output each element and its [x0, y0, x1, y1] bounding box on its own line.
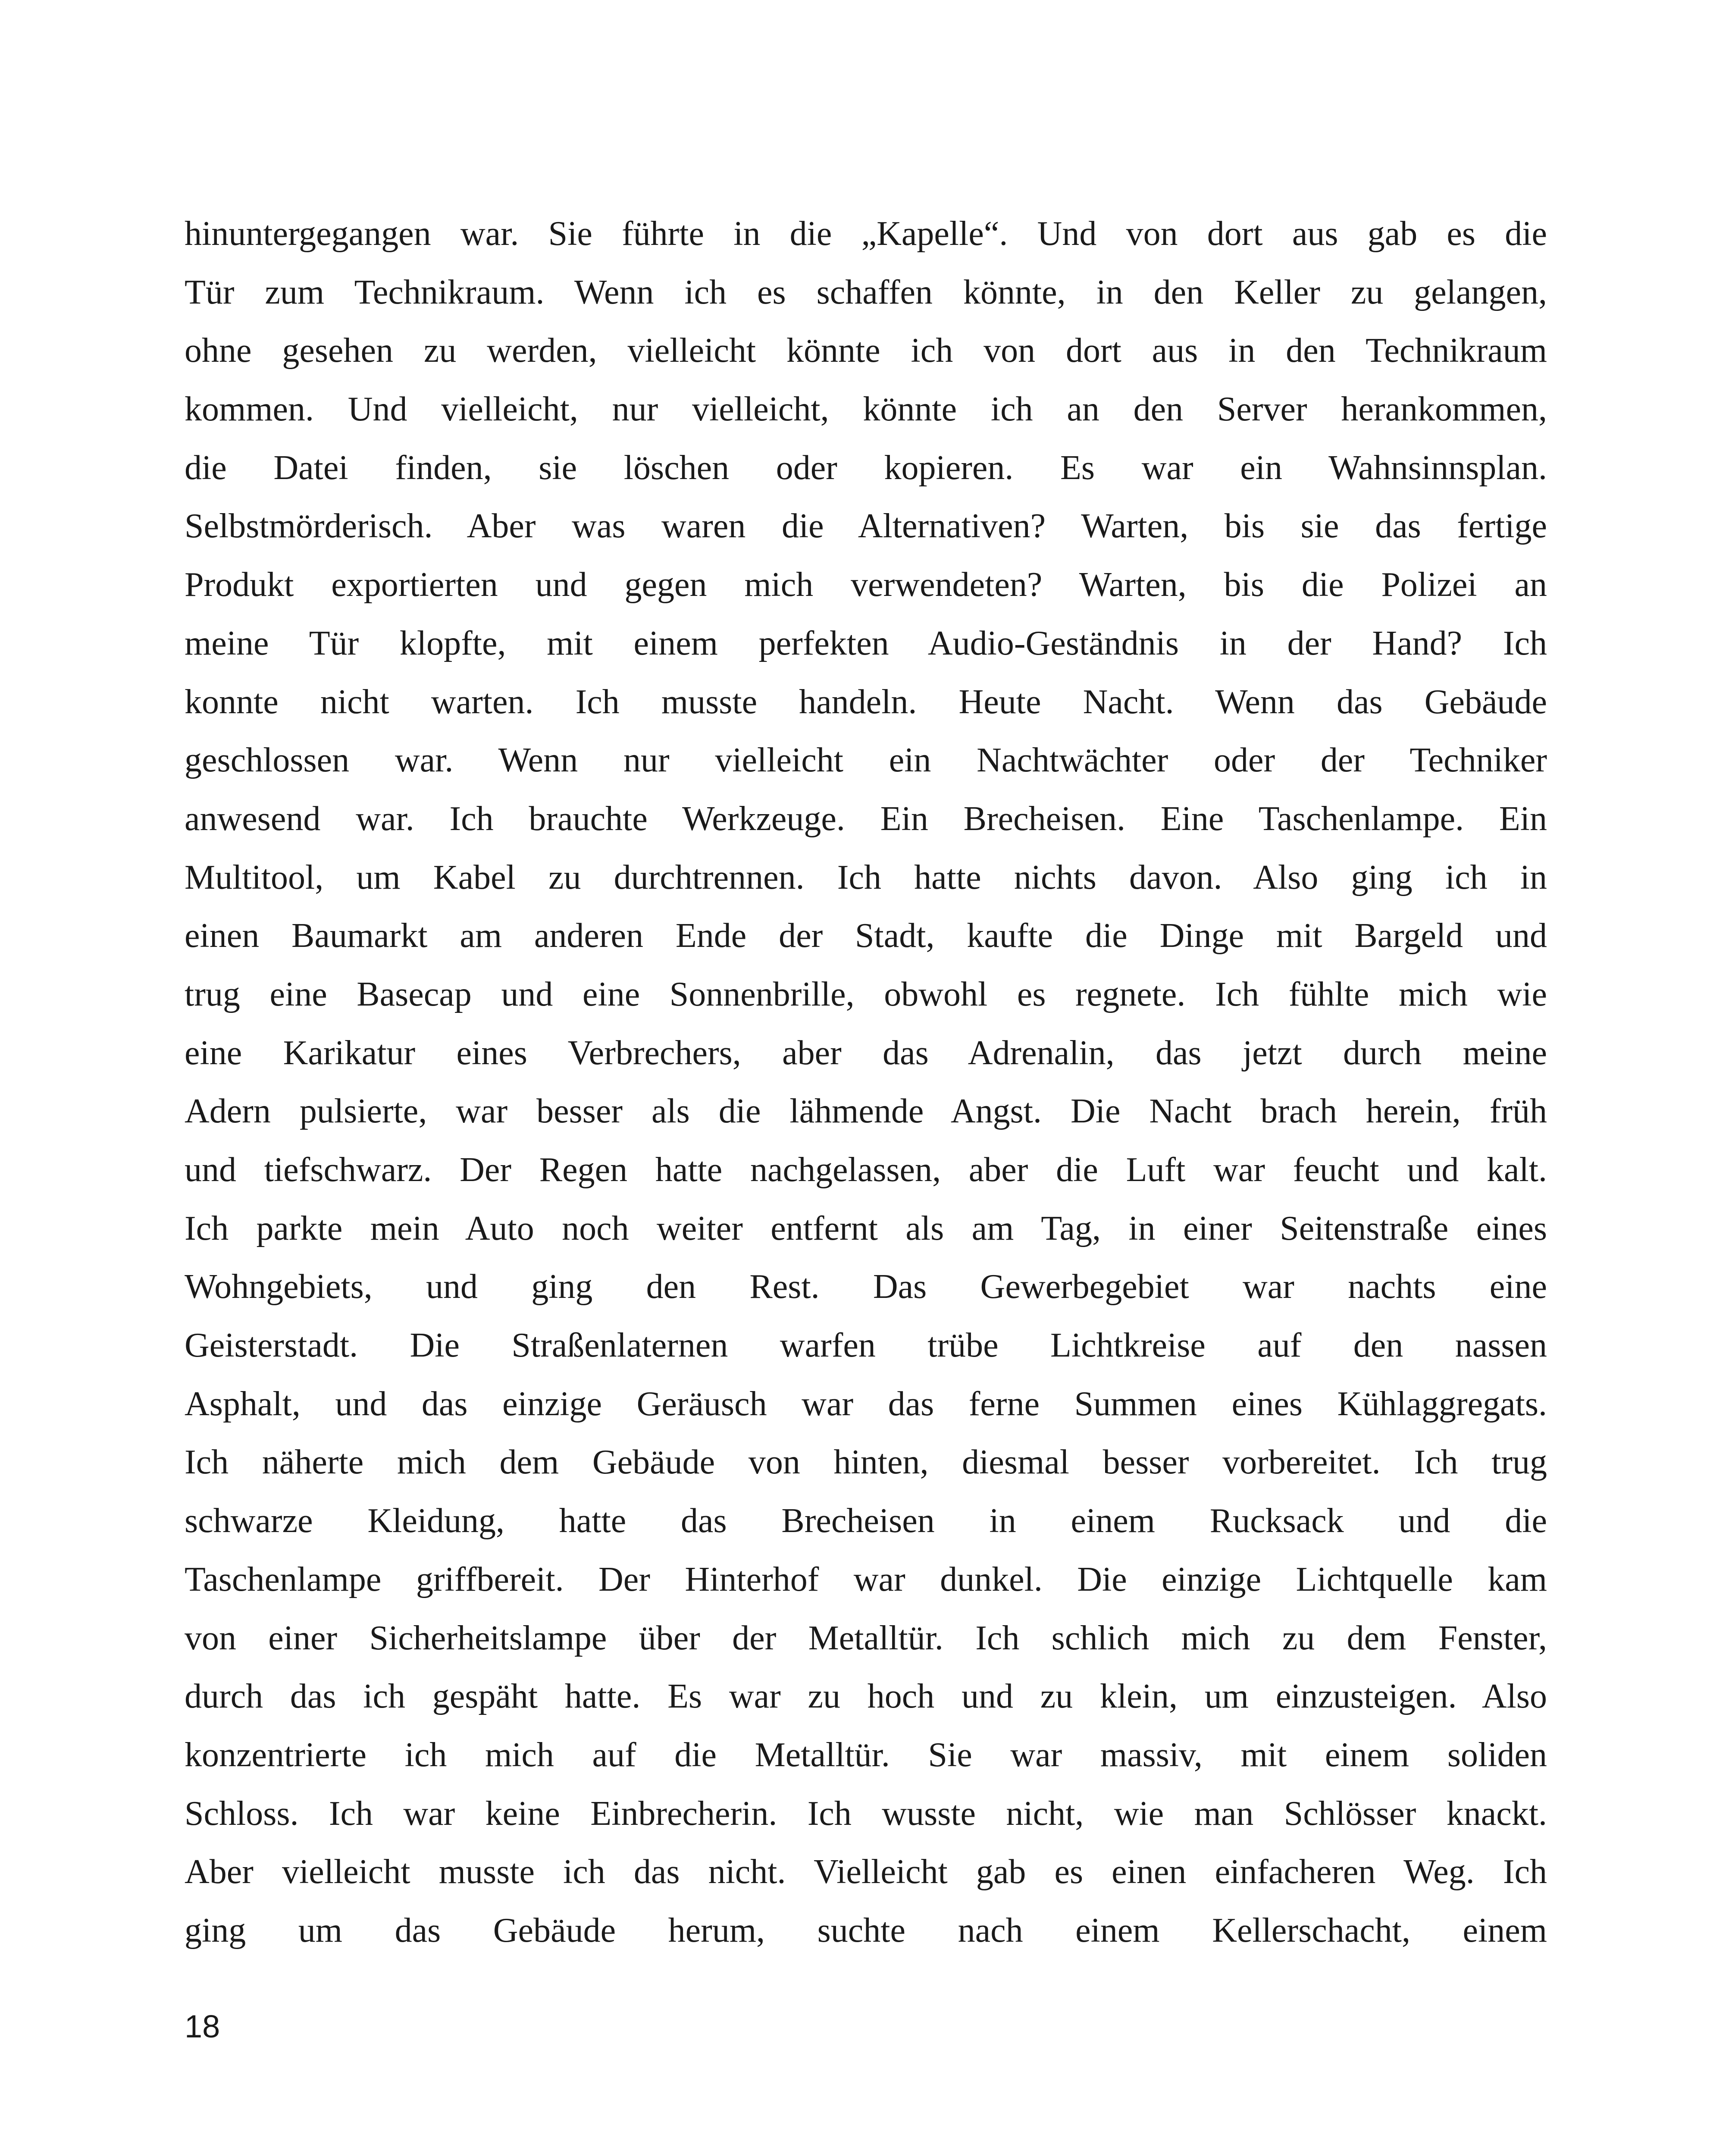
text-line: Selbstmörderisch. Aber was waren die Alternativen? Warten, bis sie das fertige	[185, 507, 1547, 545]
page-number: 18	[185, 2009, 220, 2044]
text-line: Multitool, um Kabel zu durchtrennen. Ich hatte nichts davon. Also ging ich in	[185, 858, 1547, 896]
text-line: von einer Sicherheitslampe über der Metalltür. Ich schlich mich zu dem Fenster,	[185, 1619, 1547, 1657]
text-line: meine Tür klopfte, mit einem perfekten Audio-Geständnis in der Hand? Ich	[185, 624, 1547, 662]
text-line: konzentrierte ich mich auf die Metalltür. Sie war massiv, mit einem soliden	[185, 1736, 1547, 1774]
text-line: Produkt exportierten und gegen mich verwendeten? Warten, bis die Polizei an	[185, 566, 1547, 604]
text-line: trug eine Basecap und eine Sonnenbrille, obwohl es regnete. Ich fühlte mich wie	[185, 975, 1547, 1013]
text-line: Schloss. Ich war keine Einbrecherin. Ich wusste nicht, wie man Schlösser knackt.	[185, 1794, 1547, 1833]
text-line: Wohngebiets, und ging den Rest. Das Gewerbegebiet war nachts eine	[185, 1268, 1547, 1306]
text-line: ohne gesehen zu werden, vielleicht könnte ich von dort aus in den Technikraum	[185, 332, 1547, 370]
text-line: Aber vielleicht musste ich das nicht. Vielleicht gab es einen einfacheren Weg. Ich	[185, 1853, 1547, 1891]
text-line: geschlossen war. Wenn nur vielleicht ein Nachtwächter oder der Techniker	[185, 741, 1547, 780]
text-line: hinuntergegangen war. Sie führte in die „Kapelle“. Und von dort aus gab es die	[185, 215, 1547, 253]
text-line: die Datei finden, sie löschen oder kopieren. Es war ein Wahnsinnsplan.	[185, 448, 1547, 487]
text-line: ging um das Gebäude herum, suchte nach einem Kellerschacht, einem	[185, 1911, 1547, 1949]
text-line: Ich näherte mich dem Gebäude von hinten, diesmal besser vorbereitet. Ich trug	[185, 1443, 1547, 1482]
text-line: Tür zum Technikraum. Wenn ich es schaffen könnte, in den Keller zu gelangen,	[185, 273, 1547, 311]
text-line: kommen. Und vielleicht, nur vielleicht, könnte ich an den Server herankommen,	[185, 390, 1547, 429]
body-text	[185, 205, 1547, 1960]
text-line: einen Baumarkt am anderen Ende der Stadt, kaufte die Dinge mit Bargeld und	[185, 917, 1547, 955]
text-line: Taschenlampe griffbereit. Der Hinterhof war dunkel. Die einzige Lichtquelle kam	[185, 1560, 1547, 1598]
text-line: Asphalt, und das einzige Geräusch war das ferne Summen eines Kühlaggregats.	[185, 1385, 1547, 1423]
text-line: und tiefschwarz. Der Regen hatte nachgelassen, aber die Luft war feucht und kalt.	[185, 1151, 1547, 1189]
text-line: Geisterstadt. Die Straßenlaternen warfen trübe Lichtkreise auf den nassen	[185, 1326, 1547, 1365]
text-line: eine Karikatur eines Verbrechers, aber das Adrenalin, das jetzt durch meine	[185, 1034, 1547, 1072]
text-line: durch das ich gespäht hatte. Es war zu hoch und zu klein, um einzusteigen. Also	[185, 1677, 1547, 1716]
text-line: Ich parkte mein Auto noch weiter entfernt als am Tag, in einer Seitenstraße eines	[185, 1209, 1547, 1247]
text-line: schwarze Kleidung, hatte das Brecheisen in einem Rucksack und die	[185, 1502, 1547, 1540]
text-line: anwesend war. Ich brauchte Werkzeuge. Ein Brecheisen. Eine Taschenlampe. Ein	[185, 799, 1547, 838]
text-line: konnte nicht warten. Ich musste handeln. Heute Nacht. Wenn das Gebäude	[185, 683, 1547, 721]
text-line: Adern pulsierte, war besser als die lähmende Angst. Die Nacht brach herein, früh	[185, 1092, 1547, 1131]
